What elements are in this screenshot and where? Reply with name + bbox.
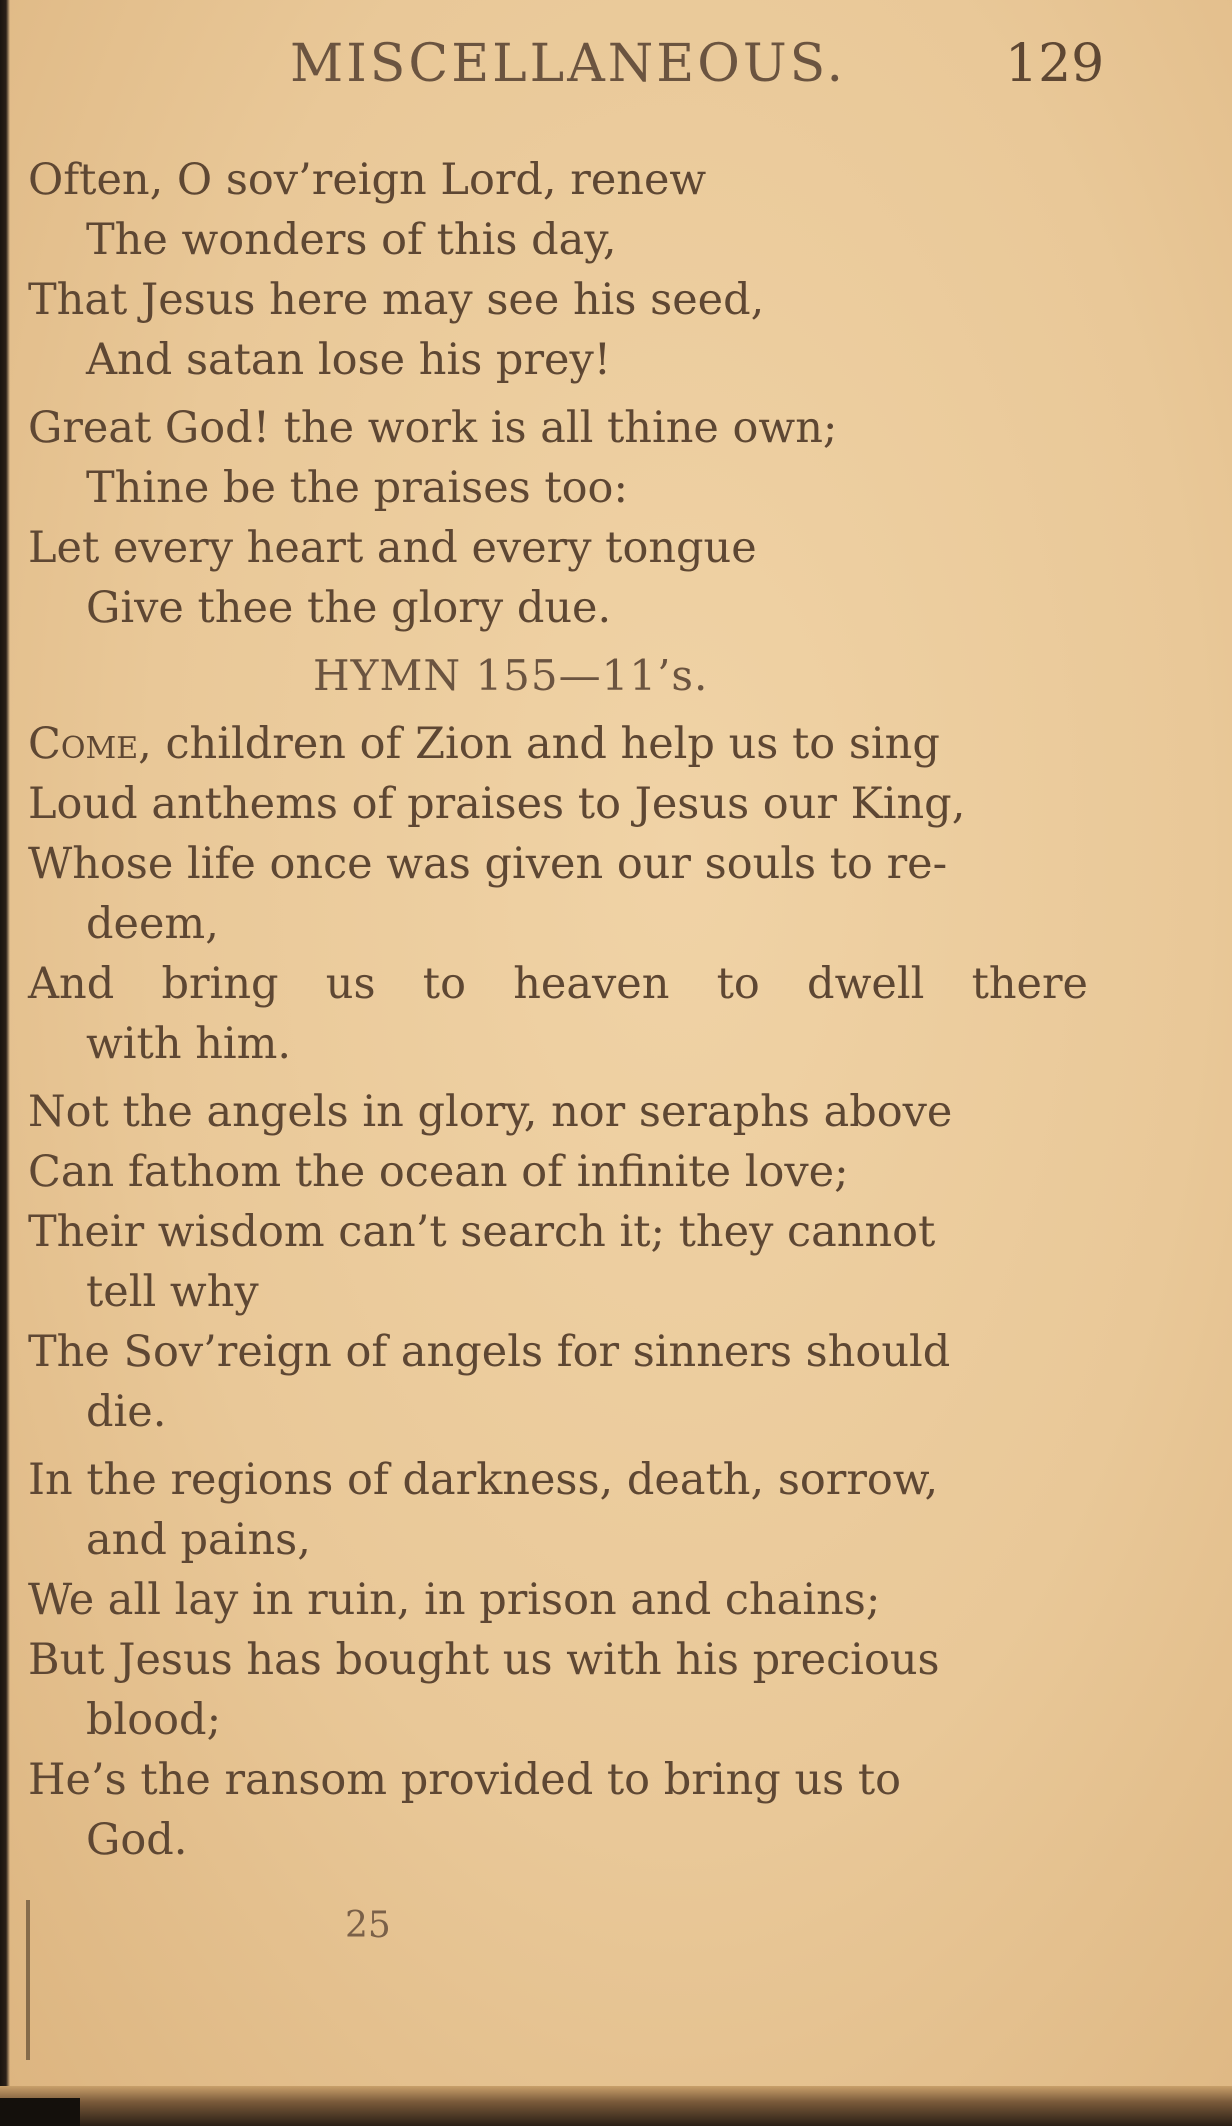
verse-line: Thine be the praises too: (86, 463, 628, 513)
verse-line: Whose life once was given our souls to re- (28, 839, 948, 889)
verse-line: The Sov’reign of angels for sinners should (28, 1327, 951, 1377)
running-head: MISCELLANEOUS. (290, 34, 846, 94)
stanza (28, 714, 1108, 1074)
drop-lead-word: Come (28, 719, 139, 769)
page-left-edge-shadow (0, 0, 10, 2126)
verse-line: Great God! the work is all thine own; (28, 403, 838, 453)
hymn-heading: HYMN 155—11’s. (313, 651, 709, 700)
stanza (28, 1450, 1108, 1870)
signature-mark: 25 (345, 1905, 391, 1946)
verse-line: Can fathom the ocean of infinite love; (28, 1147, 849, 1197)
binding-shadow (0, 2098, 80, 2126)
verse-line: and pains, (86, 1515, 311, 1565)
verse-line: deem, (86, 899, 219, 949)
verse-line: blood; (86, 1695, 222, 1745)
verse-line: Let every heart and every tongue (28, 523, 757, 573)
stanza (28, 150, 1108, 390)
stanza (28, 398, 1108, 638)
verse-line-rest: , children of Zion and help us to sing (138, 719, 940, 769)
verse-line: tell why (86, 1267, 259, 1317)
verse-line: Loud anthems of praises to Jesus our King, (28, 779, 966, 829)
page-bottom-edge (0, 2086, 1232, 2126)
gutter-mark (26, 1900, 30, 2060)
verse-line: Their wisdom can’t search it; they cannot (28, 1207, 936, 1257)
verse-line: Give thee the glory due. (86, 583, 612, 633)
verse-line: with him. (86, 1019, 292, 1069)
verse-line: That Jesus here may see his seed, (28, 275, 765, 325)
verse-line: In the regions of darkness, death, sorrow, (28, 1455, 939, 1505)
verse-line: And bring us to heaven to dwell there (28, 959, 1088, 1009)
verse-line: die. (86, 1387, 167, 1437)
hymn-text-block (28, 150, 1108, 1870)
verse-line: We all lay in ruin, in prison and chains; (28, 1575, 881, 1625)
page-header (0, 34, 1232, 104)
verse-line: Not the angels in glory, nor seraphs above (28, 1087, 953, 1137)
verse-line (28, 714, 1108, 774)
page-number: 129 (1005, 34, 1105, 94)
verse-line: Often, O sov’reign Lord, renew (28, 155, 707, 205)
verse-line: He’s the ransom provided to bring us to (28, 1755, 902, 1805)
verse-line: God. (86, 1815, 188, 1865)
stanza (28, 1082, 1108, 1442)
verse-line: But Jesus has bought us with his precious (28, 1635, 940, 1685)
verse-line: The wonders of this day, (86, 215, 617, 265)
verse-line: And satan lose his prey! (86, 335, 612, 385)
